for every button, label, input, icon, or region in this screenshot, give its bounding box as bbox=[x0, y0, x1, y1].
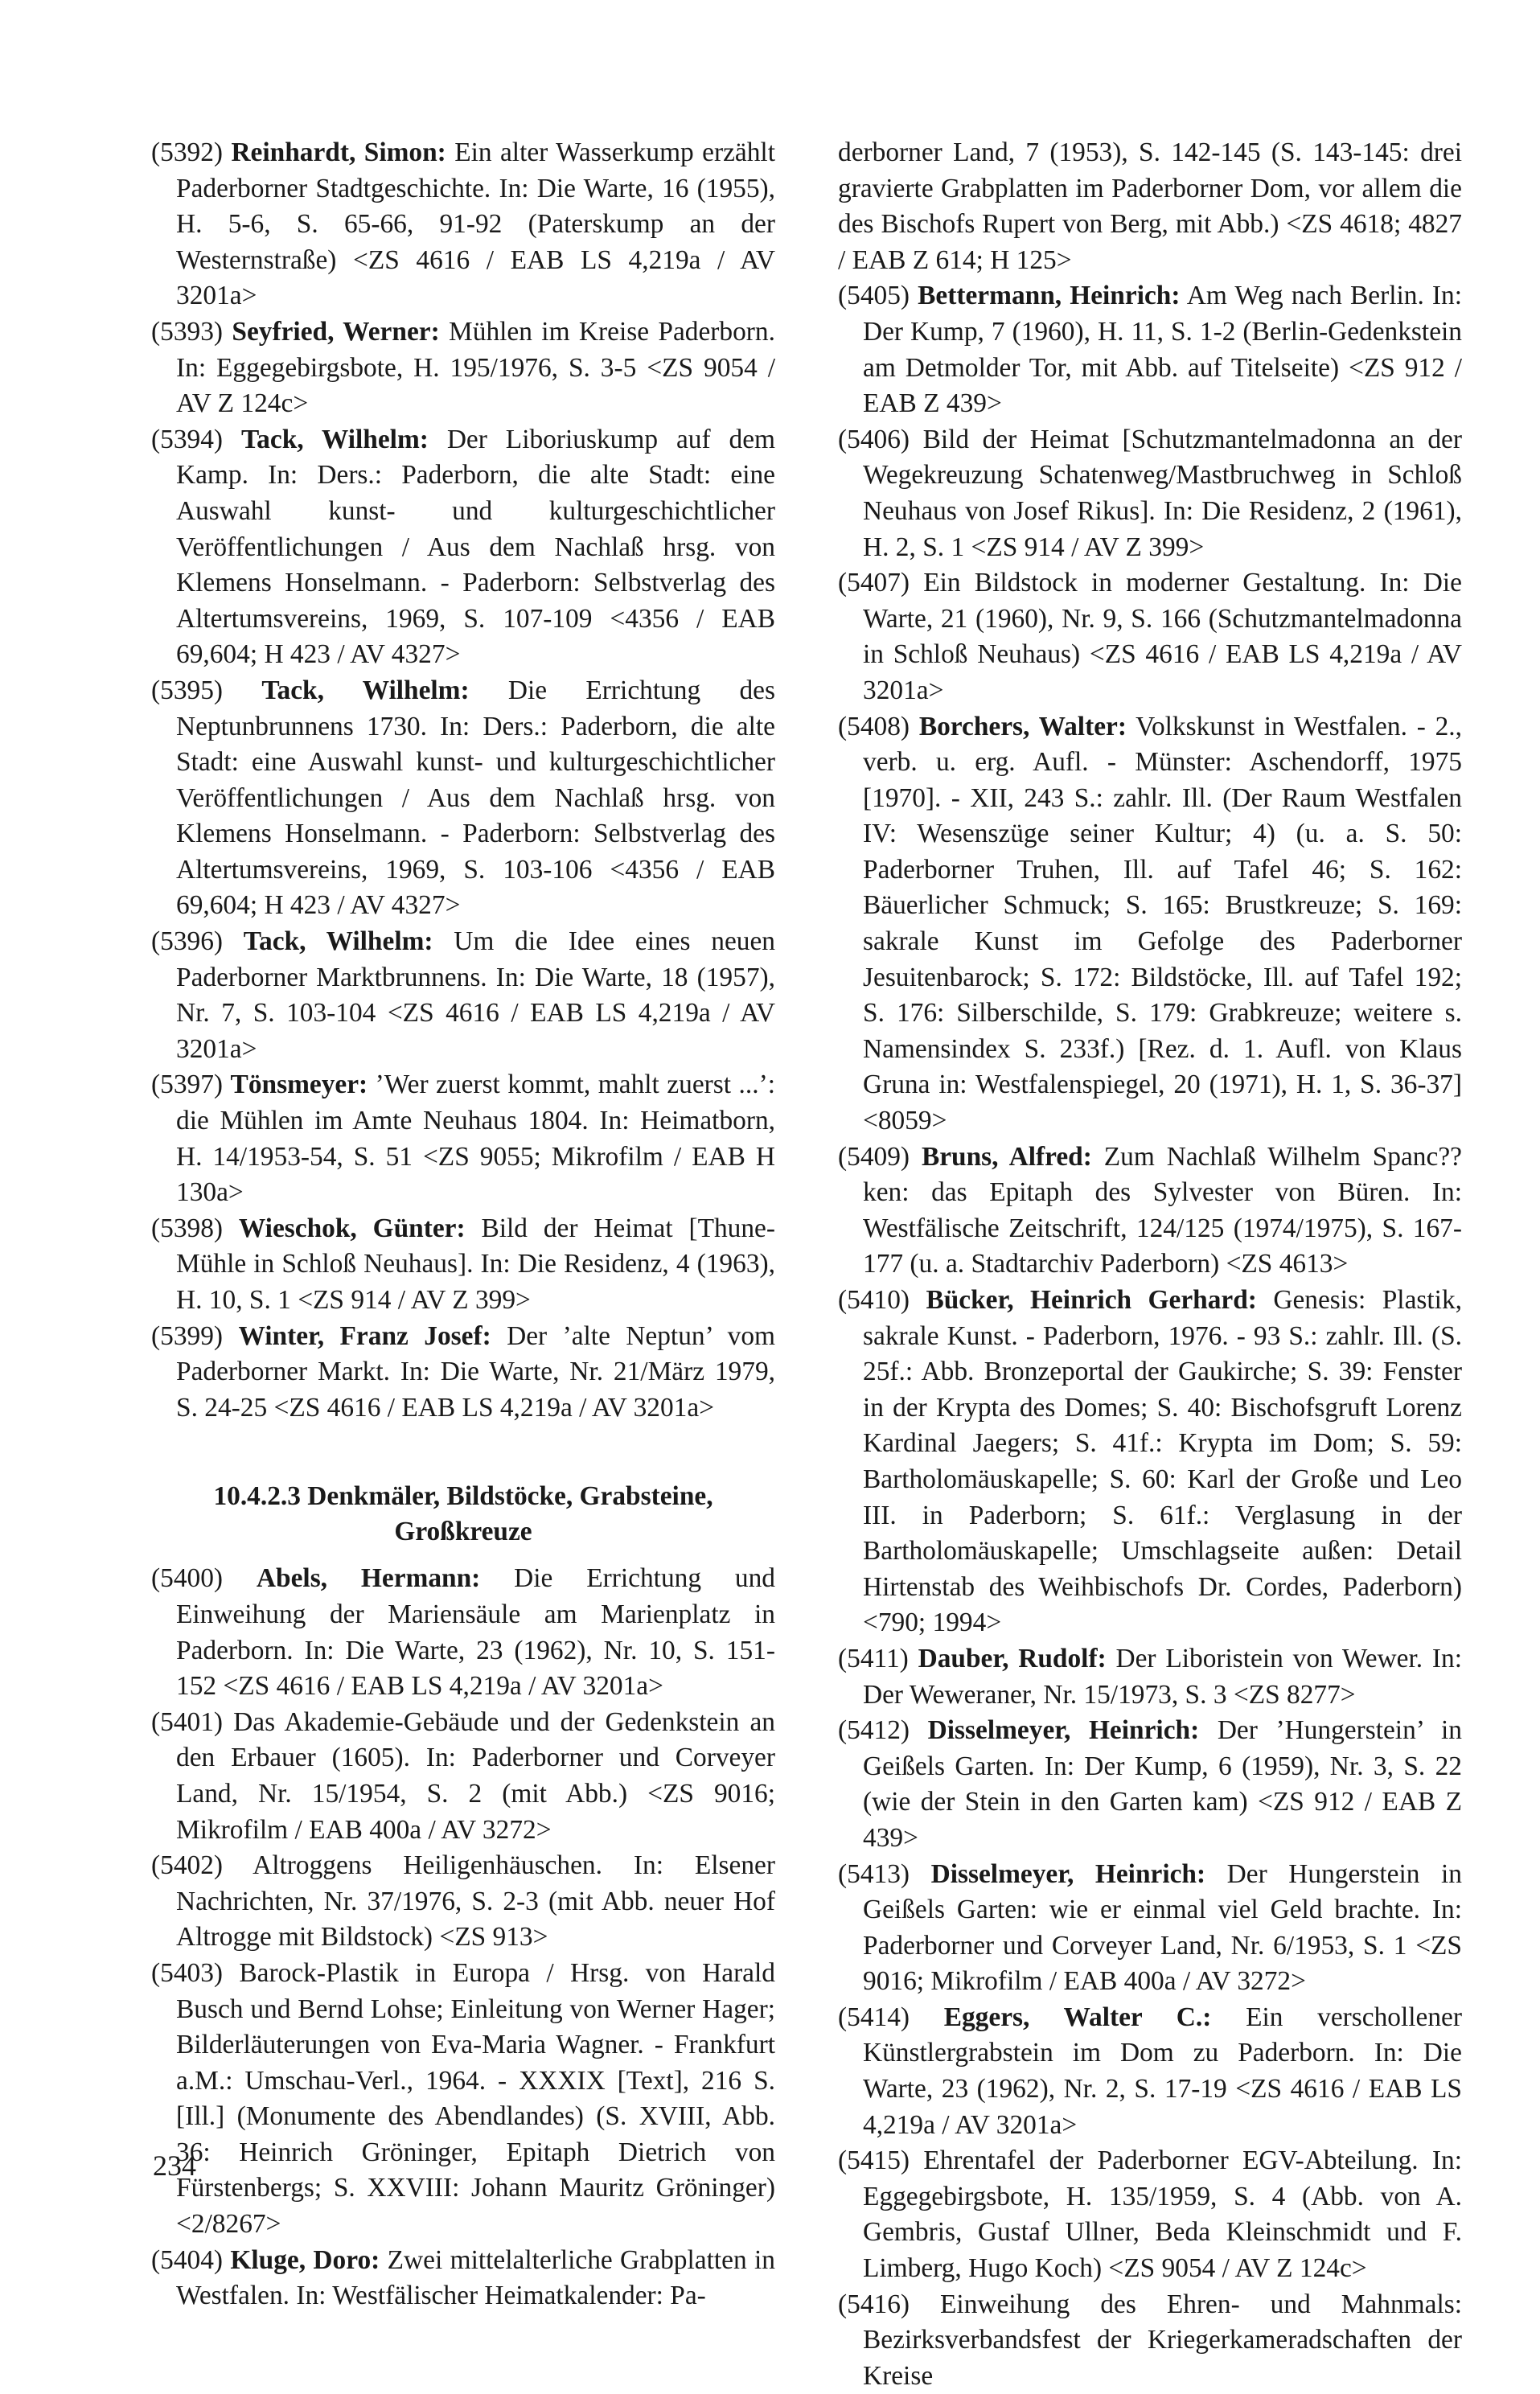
entry-text: Einweihung des Ehren- und Mahnmals: Bezirksverbandsfest der Kriegerkameradschaften der Kreise bbox=[863, 2289, 1462, 2391]
entry-number: (5393) bbox=[151, 316, 224, 347]
entry-author: Tack, Wilhelm: bbox=[261, 675, 470, 705]
entry-author: Wieschok, Günter: bbox=[238, 1213, 466, 1243]
entry-author: Kluge, Doro: bbox=[230, 2244, 380, 2275]
entry-number: (5411) bbox=[838, 1643, 909, 1673]
entry-text: Um die Idee eines neuen Paderborner Marktbrunnens. In: Die Warte, 18 (1957), Nr. 7, S. 103-104 <ZS 4616 / EAB LS 4,219a / AV 3201a> bbox=[176, 926, 776, 1064]
entry-number: (5412) bbox=[838, 1715, 910, 1746]
entry-text: Ehrentafel der Paderborner EGV-Abteilung. In: Eggegebirgsbote, H. 135/1959, S. 4 (Abb. von A. Gembris, Gustaf Ullner, Beda Kleinschmidt und F. Limberg, Hugo Koch) <ZS 9054 / AV Z 124c> bbox=[863, 2146, 1462, 2284]
bibliography-entry bbox=[838, 709, 1462, 1140]
entry-author: Seyfried, Werner: bbox=[232, 316, 440, 347]
bibliography-entry bbox=[838, 2000, 1462, 2143]
entry-number: (5414) bbox=[838, 2002, 910, 2032]
entry-text: Der Hungerstein in Geißels Garten: wie er einmal viel Geld brachte. In: Paderborner und Corveyer Land, Nr. 6/1953, S. 1 <ZS 9016; Mikrofilm / EAB 400a / AV 3272> bbox=[863, 1858, 1462, 1997]
bibliography-entry bbox=[151, 673, 775, 924]
entry-author: Abels, Hermann: bbox=[256, 1563, 481, 1594]
entry-number: (5400) bbox=[151, 1563, 224, 1594]
continuation-text: derborner Land, 7 (1953), S. 142-145 (S. 143-145: drei gravierte Grabplatten im Paderborner Dom, vor allem die des Bischofs Rupert von Berg, mit Abb.) <ZS 4618; 4827 / EAB Z 614; H 125> bbox=[838, 138, 1462, 275]
bibliography-entry bbox=[838, 1140, 1462, 1283]
entry-number: (5401) bbox=[151, 1706, 224, 1737]
page-number: 234 bbox=[153, 2150, 196, 2182]
entry-author: Disselmeyer, Heinrich: bbox=[927, 1715, 1200, 1746]
bibliography-entry bbox=[838, 1713, 1462, 1856]
entry-number: (5413) bbox=[838, 1858, 910, 1889]
entry-number: (5397) bbox=[151, 1070, 224, 1100]
entry-number: (5398) bbox=[151, 1213, 224, 1243]
entry-author: Eggers, Walter C.: bbox=[943, 2002, 1212, 2032]
right-column bbox=[838, 135, 1462, 2394]
entry-number: (5406) bbox=[838, 424, 910, 454]
bibliography-entry bbox=[838, 2143, 1462, 2286]
entry-text: Volkskunst in Westfalen. - 2., verb. u. erg. Aufl. - Münster: Aschendorff, 1975 [1970]. - XII, 243 S.: zahlr. Ill. (Der Raum Westfalen IV: Wesenszüge seiner Kultur; 4) (u. a. S. 50: Paderborner Truhen, Ill. auf Tafel 46; S. 162: Bäuerlicher Schmuck; S. 165: Brustkreuze; S. 169: sakrale Kunst im Gefolge des Paderborner Jesuitenbarock; S. 172: Bildstöcke, Ill. auf Tafel 192; S. 176: Silberschilde, S. 179: Grabkreuze; weitere s. Namensindex S. 233f.) [Rez. d. 1. Aufl. von Klaus Gruna in: Westfalenspiegel, 20 (1971), H. 1, S. 36-37] <8059> bbox=[863, 711, 1462, 1136]
entry-text: Genesis: Plastik, sakrale Kunst. - Paderborn, 1976. - 93 S.: zahlr. Ill. (S. 25f.: Abb. Bronzeportal der Gaukirche; S. 39: Fenster in der Krypta des Domes; S. 40: Bischofsgruft Lorenz Kardinal Jaegers; S. 41f.: Krypta im Dom; S. 59: Bartholomäuskapelle; S. 60: Karl der Große und Leo III. in Paderborn; S. 61f.: Verglasung in der Bartholomäuskapelle; Umschlagseite außen: Detail Hirtenstab des Weihbischofs Dr. Cordes, Paderborn) <790; 1994> bbox=[863, 1285, 1462, 1638]
entry-text: Ein verschollener Künstlergrabstein im Dom zu Paderborn. In: Die Warte, 23 (1962), Nr. 2, S. 17-19 <ZS 4616 / EAB LS 4,219a / AV 3201a> bbox=[863, 2002, 1462, 2140]
entry-author: Bruns, Alfred: bbox=[921, 1141, 1092, 1172]
bibliography-entry bbox=[151, 2243, 775, 2314]
entry-number: (5409) bbox=[838, 1141, 910, 1172]
entry-author: Tack, Wilhelm: bbox=[243, 926, 433, 957]
entry-author: Tönsmeyer: bbox=[230, 1070, 368, 1100]
entry-number: (5403) bbox=[151, 1957, 224, 1988]
entry-text: Zwei mittelalterliche Grabplatten in Westfalen. In: Westfälischer Heimatkalender: Pa- bbox=[176, 2244, 775, 2311]
entry-text: Der ’alte Neptun’ vom Paderborner Markt. In: Die Warte, Nr. 21/März 1979, S. 24-25 <ZS 4616 / EAB LS 4,219a / AV 3201a> bbox=[176, 1320, 776, 1423]
entry-author: Reinhardt, Simon: bbox=[231, 138, 446, 167]
entry-author: Bettermann, Heinrich: bbox=[918, 281, 1181, 311]
entry-number: (5415) bbox=[838, 2146, 910, 2176]
entry-text: Ein Bildstock in moderner Gestaltung. In: Die Warte, 21 (1960), Nr. 9, S. 166 (Schutzmantelmadonna in Schloß Neuhaus) <ZS 4616 / EAB LS 4,219a / AV 3201a> bbox=[863, 568, 1462, 705]
entry-text: Der ’Hungerstein’ in Geißels Garten. In: Der Kump, 6 (1959), Nr. 3, S. 22 (wie der Stein in den Garten kam) <ZS 912 / EAB Z 439> bbox=[863, 1715, 1462, 1853]
entry-text: Ein alter Wasserkump erzählt Paderborner Stadtgeschichte. In: Die Warte, 16 (1955), H. 5-6, S. 65-66, 91-92 (Paterskump an der Westernstraße) <ZS 4616 / EAB LS 4,219a / AV 3201a> bbox=[176, 138, 775, 311]
bibliography-entry bbox=[151, 1848, 775, 1956]
bibliography-entry bbox=[838, 422, 1462, 565]
entry-text: Das Akademie-Gebäude und der Gedenkstein an den Erbauer (1605). In: Paderborner und Corveyer Land, Nr. 15/1954, S. 2 (mit Abb.) <ZS 9016; Mikrofilm / EAB 400a / AV 3272> bbox=[176, 1706, 775, 1845]
section-heading: 10.4.2.3 Denkmäler, Bildstöcke, Grabsteine, Großkreuze bbox=[213, 1481, 713, 1547]
entry-text: Die Errichtung und Einweihung der Mariensäule am Marienplatz in Paderborn. In: Die Warte, 23 (1962), Nr. 10, S. 151-152 <ZS 4616 / EAB LS 4,219a / AV 3201a> bbox=[176, 1563, 775, 1702]
entry-number: (5395) bbox=[151, 675, 224, 705]
bibliography-entry bbox=[151, 1705, 775, 1848]
bibliography-entry bbox=[151, 924, 775, 1067]
entry-text: Barock-Plastik in Europa / Hrsg. von Harald Busch und Bernd Lohse; Einleitung von Werner Hager; Bilderläuterungen von Eva-Maria Wagner. - Frankfurt a.M.: Umschau-Verl., 1964. - XXXIX [Text], 216 S. [Ill.] (Monumente des Abendlandes) (S. XVIII, Abb. 36: Heinrich Gröninger, Epitaph Dietrich von Fürstenbergs; S. XXVIII: Johann Mauritz Gröninger) <2/8267> bbox=[176, 1957, 775, 2240]
entry-number: (5394) bbox=[151, 424, 224, 454]
entry-author: Bücker, Heinrich Gerhard: bbox=[926, 1285, 1257, 1315]
entry-text: Bild der Heimat [Thune-Mühle in Schloß Neuhaus]. In: Die Residenz, 4 (1963), H. 10, S. 1 <ZS 914 / AV Z 399> bbox=[176, 1213, 775, 1315]
entry-text: ’Wer zuerst kommt, mahlt zuerst ...’: die Mühlen im Amte Neuhaus 1804. In: Heimatborn, H. 14/1953-54, S. 51 <ZS 9055; Mikrofilm / EAB H 130a> bbox=[176, 1070, 775, 1208]
bibliography-entry bbox=[151, 135, 775, 314]
entry-text: Mühlen im Kreise Paderborn. In: Eggegebirgsbote, H. 195/1976, S. 3-5 <ZS 9054 / AV Z 124c> bbox=[176, 316, 775, 419]
entry-text: Die Errichtung des Neptunbrunnens 1730. In: Ders.: Paderborn, die alte Stadt: eine Auswahl kunst- und kulturgeschichtlicher Veröffentlichungen / Aus dem Nachlaß hrsg. von Klemens Honselmann. - Paderborn: Selbstverlag des Altertumsvereins, 1969, S. 103-106 <4356 / EAB 69,604; H 423 / AV 4327> bbox=[176, 675, 775, 921]
entry-number: (5392) bbox=[151, 138, 224, 167]
bibliography-entry bbox=[151, 1561, 775, 1704]
entry-author: Winter, Franz Josef: bbox=[238, 1320, 491, 1351]
entry-number: (5408) bbox=[838, 711, 910, 741]
bibliography-entry bbox=[151, 1319, 775, 1427]
bibliography-entry bbox=[151, 1211, 775, 1319]
entry-text: Bild der Heimat [Schutzmantelmadonna an der Wegekreuzung Schatenweg/Mastbruchweg in Schloß Neuhaus von Josef Rikus]. In: Die Residenz, 2 (1961), H. 2, S. 1 <ZS 914 / AV Z 399> bbox=[863, 424, 1462, 562]
entry-text: Der Liboristein von Wewer. In: Der Weweraner, Nr. 15/1973, S. 3 <ZS 8277> bbox=[863, 1643, 1462, 1710]
bibliography-entry bbox=[838, 2287, 1462, 2394]
bibliography-entry bbox=[838, 1857, 1462, 2000]
entry-number: (5410) bbox=[838, 1285, 910, 1315]
bibliography-entry bbox=[151, 1067, 775, 1210]
entry-number: (5404) bbox=[151, 2244, 224, 2275]
bibliography-entry bbox=[151, 314, 775, 422]
left-entries-before bbox=[151, 135, 775, 1426]
entry-number: (5402) bbox=[151, 1850, 224, 1881]
entry-number: (5399) bbox=[151, 1320, 224, 1351]
entry-text: Am Weg nach Berlin. In: Der Kump, 7 (1960), H. 11, S. 1-2 (Berlin-Gedenkstein am Detmolder Tor, mit Abb. auf Titelseite) <ZS 912 / EAB Z 439> bbox=[863, 281, 1462, 419]
bibliography-entry bbox=[838, 278, 1462, 421]
entry-author: Borchers, Walter: bbox=[918, 711, 1127, 741]
entry-text: Altroggens Heiligenhäuschen. In: Elsener Nachrichten, Nr. 37/1976, S. 2-3 (mit Abb. neuer Hof Altrogge mit Bildstock) <ZS 913> bbox=[176, 1850, 775, 1953]
entry-author: Tack, Wilhelm: bbox=[240, 424, 429, 454]
bibliography-entry bbox=[838, 1641, 1462, 1713]
bibliography-entry bbox=[838, 1283, 1462, 1641]
left-entries-after bbox=[151, 1561, 775, 2314]
bibliography-entry bbox=[151, 422, 775, 673]
entry-number: (5405) bbox=[838, 281, 910, 311]
entry-author: Disselmeyer, Heinrich: bbox=[930, 1858, 1206, 1889]
right-entries bbox=[838, 278, 1462, 2394]
entry-author: Dauber, Rudolf: bbox=[918, 1643, 1107, 1673]
bibliography-entry bbox=[838, 565, 1462, 708]
bibliography-entry bbox=[151, 1956, 775, 2243]
entry-text: Zum Nachlaß Wilhelm Spanc??ken: das Epitaph des Sylvester von Büren. In: Westfälische Zeitschrift, 124/125 (1974/1975), S. 167-177 (u. a. Stadtarchiv Paderborn) <ZS 4613> bbox=[863, 1141, 1462, 1279]
left-column bbox=[151, 135, 775, 2314]
entry-number: (5407) bbox=[838, 568, 910, 598]
entry-number: (5396) bbox=[151, 926, 224, 957]
entry-text: Der Liboriuskump auf dem Kamp. In: Ders.: Paderborn, die alte Stadt: eine Auswahl kunst- und kulturgeschichtlicher Veröffentlichungen / Aus dem Nachlaß hrsg. von Klemens Honselmann. - Paderborn: Selbstverlag des Altertumsvereins, 1969, S. 107-109 <4356 / EAB 69,604; H 423 / AV 4327> bbox=[176, 424, 775, 670]
entry-number: (5416) bbox=[838, 2289, 910, 2319]
